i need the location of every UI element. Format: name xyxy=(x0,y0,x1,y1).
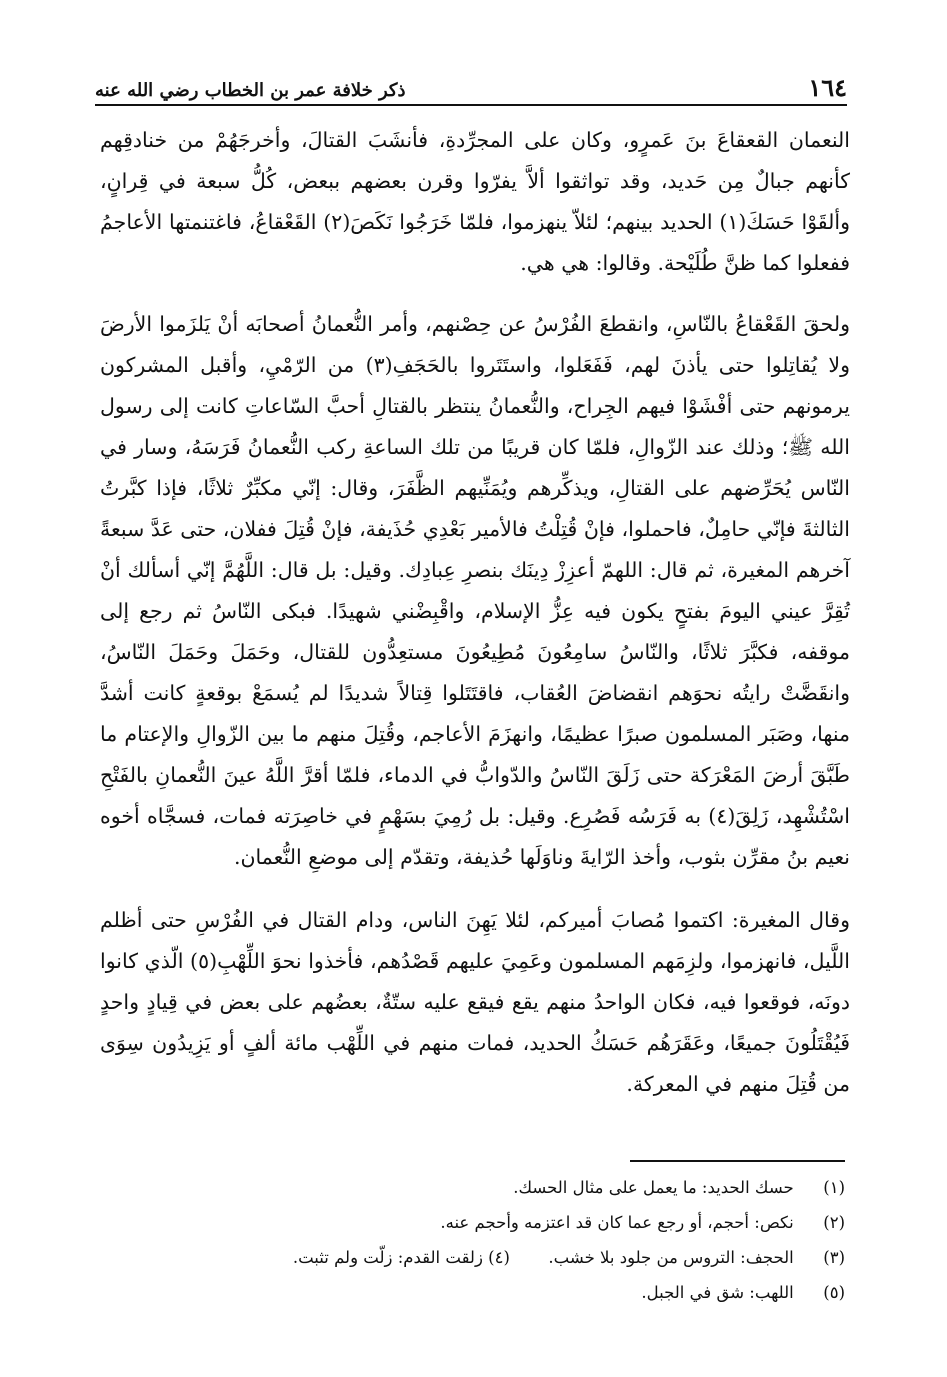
paragraph: ولحقَ القَعْقاعُ بالنّاسِ، وانقطعَ الفُرْسُ عن حِصْنهم، وأمر النُّعمانُ أصحابَه أنْ يَلزَموا الأرضَ ولا يُقاتِلوا حتى يأذنَ لهم، فَفَعَلوا، واستَتَروا بالحَجَفِ(٣) من الرّمْيِ، وأقبل المشركون يرمونهم حتى أفْشَوْا فيهم الجِراح، والنُّعمانُ ينتظر بالقتالِ أحبَّ السّاعاتِ كانت إلى رسول الله ﷺ؛ وذلك عند الزّوالِ، فلمّا كان قريبًا من تلك الساعةِ ركب النُّعمانُ فَرَسَهُ، وسار في النّاس يُحَرِّضهم على القتالِ، ويذكِّرهم ويُمَنِّيهم الظَّفَرَ، وقال: إنّي مكبِّرٌ ثلاثًا، فإذا كبَّرتُ الثالثةَ فإنّي حامِلٌ، فاحملوا، فإنْ قُتِلْتُ فالأمير بَعْدِي حُذَيفة، فإنْ قُتِلَ ففلان، حتى عَدَّ سبعةً آخرهم المغيرة، ثم قال: اللهمّ أعزِزْ دِينَك بنصرِ عِبادِك. وقيل: بل قال: اللَّهُمَّ إنّي أسألك أنْ تُقِرَّ عيني اليومَ بفتحٍ يكون فيه عِزُّ الإسلام، واقْبِضْني شهيدًا. فبكى النّاسُ ثم رجع إلى موقفه، فكبَّرَ ثلاثًا، والنّاسُ سامِعُونَ مُطِيعُونَ مستعِدُّون للقتال، وحَمَلَ وحَمَلَ النّاسُ، وانقَضَّتْ رايتُه نحوَهم انقضاضَ العُقاب، فاقتَتَلوا قِتالاً شديدًا لم يُسمَعْ بوقعةٍ كانت أشدَّ منها، وصَبَر المسلمون صبرًا عظيمًا، وانهزَمَ الأعاجم، وقُتِلَ منهم ما بين الزّوالِ والإعتام ما طَبَّقَ أرضَ المَعْرَكة حتى زَلَقَ النّاسُ والدّوابُّ في الدماء، فلمّا أقرَّ اللَّهُ عينَ النُّعمانِ بالفَتْحِ اسْتُشْهِد، زَلِقَ(٤) به فَرَسُه فَصُرِع. وقيل: بل رُمِيَ بسَهْمٍ في خاصِرَته فمات، فسجَّاه أخوه نعيم بنُ مقرِّن بثوب، وأخذ الرّايةَ وناوَلَها حُذيفة، وتقدّم إلى موضعِ النُّعمان. xyxy=(100,312,850,869)
footnotes xyxy=(100,1170,845,1310)
body-text xyxy=(100,120,850,1125)
footnote xyxy=(100,1275,845,1310)
page-number: ١٦٤ xyxy=(808,73,847,102)
footnote-number: (١) xyxy=(823,1178,845,1197)
footnote-text: زلقت القدم: زلّت ولم تثبت. xyxy=(292,1248,483,1267)
footnote-number: (٤) xyxy=(488,1248,510,1267)
footnote xyxy=(100,1240,845,1275)
footnote xyxy=(100,1170,845,1205)
footnote-number: (٥) xyxy=(823,1283,845,1302)
footnote-rule xyxy=(630,1160,845,1162)
page-header xyxy=(95,60,847,100)
footnote-text: الحجف: التروس من جلود بلا خشب. xyxy=(548,1248,794,1267)
header-rule xyxy=(95,104,847,106)
footnote-number: (٢) xyxy=(823,1213,845,1232)
paragraph: وقال المغيرة: اكتموا مُصابَ أميركم، لئلا يَهِنَ الناس، ودام القتال في الفُرْسِ حتى أظلم اللَّيل، فانهزموا، ولزِمَهم المسلمون وعَمِيَ عليهم قَصْدُهم، فأخذوا نحوَ اللِّهْبِ(٥) الّذي كانوا دونَه، فوقعوا فيه، فكان الواحدُ منهم يقع فيقع عليه ستّةٌ، بعضُهم على بعض في قِيادٍ واحدٍ فَيُقْتَلُونَ جميعًا، وعَقَرَهُم حَسَكُ الحديد، فمات منهم في اللِّهْب مائة ألفٍ أو يَزِيدُون سِوَى من قُتِلَ منهم في المعركة. xyxy=(100,908,850,1096)
footnote-number: (٣) xyxy=(823,1248,845,1267)
footnote-text: اللهب: شق في الجبل. xyxy=(641,1283,794,1302)
footnote-text: حسك الحديد: ما يعمل على مثال الحسك. xyxy=(513,1178,794,1197)
paragraph: النعمان القعقاعَ بنَ عَمرٍو، وكان على المجرِّدةِ، فأنشَبَ القتالَ، وأخرجَهُمْ من خنادقِهم كأنهم جبالٌ مِن حَديد، وقد تواثقوا ألاَّ يفرّوا وقرن بعضهم ببعض، كُلُّ سبعة في قِرانٍ، وألقَوْا حَسَكَ(١) الحديد بينهم؛ لئلاّ ينهزموا، فلمّا خَرَجُوا نَكَصَ(٢) القَعْقاعُ، فاغتنمتها الأعاجمُ ففعلوا كما ظنَّ طُلَيْحة. وقالوا: هي هي. xyxy=(100,128,850,275)
footnote-text: نكص: أحجم، أو رجع عما كان قد اعتزمه وأحجم عنه. xyxy=(440,1213,794,1232)
running-title: ذكر خلافة عمر بن الخطاب رضي الله عنه xyxy=(95,80,406,101)
footnote xyxy=(100,1205,845,1240)
